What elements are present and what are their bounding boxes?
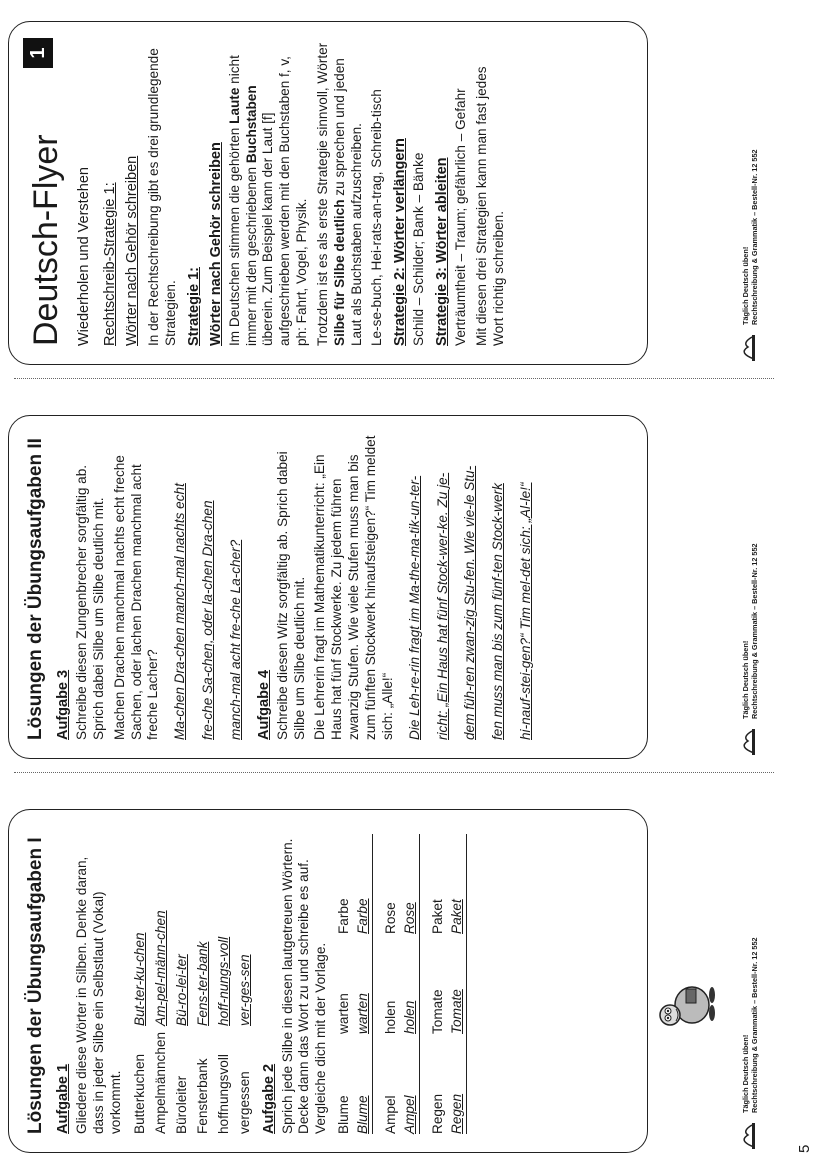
panel-title: Lösungen der Übungsaufgaben II <box>25 438 46 740</box>
prompt-row <box>428 834 447 1134</box>
prompt-word: Ampel <box>383 1095 399 1134</box>
task-heading: Aufgabe 3 <box>55 669 71 740</box>
answer-word: Rose <box>400 834 420 934</box>
solution-line: dem füh-ren zwan-zig Stu-fen. Wie vie-le Stu- <box>462 465 478 740</box>
footer <box>742 25 760 325</box>
prompt-word: warten <box>336 993 352 1034</box>
flyer-panel-solutions-2 <box>0 407 770 767</box>
flyer-panel-cover <box>0 13 770 373</box>
syllable-row <box>171 904 192 1134</box>
prompt-word: Blume <box>336 1095 352 1134</box>
word-group <box>381 834 420 1134</box>
word-syllables: Bü-ro-lei-ter <box>173 954 189 1026</box>
strategy-label: Strategie 1: <box>185 267 202 346</box>
word-syllables: Fens-ter-bank <box>194 941 210 1026</box>
footer-line: Rechtschreibung & Grammatik – Bestell-Nr. 12 552 <box>749 937 759 1113</box>
publisher-logo-icon <box>736 727 758 757</box>
prompt-word: Regen <box>430 1093 446 1134</box>
panel-card <box>8 415 648 759</box>
publisher-logo-icon <box>736 1121 758 1151</box>
word: Ampelmännchen <box>152 1031 168 1134</box>
examples: Schild – Schilder; Bank – Bänke <box>411 152 427 346</box>
answer-word: warten <box>353 934 373 1034</box>
word: Büroleiter <box>173 1075 189 1134</box>
subtitle: Wiederholen und Verstehen <box>76 167 92 346</box>
word: vergessen <box>236 1071 252 1134</box>
prompt-row <box>381 834 400 1134</box>
solution-line: Ma-chen Dra-chen manch-mal nachts echt <box>172 483 188 740</box>
syllable-row <box>129 904 150 1134</box>
answer-row <box>353 834 373 1134</box>
solution-lines <box>401 434 540 740</box>
task-heading: Aufgabe 2 <box>260 1063 277 1134</box>
word: hoffnungsvoll <box>215 1054 231 1134</box>
word: Fensterbank <box>194 1058 210 1134</box>
task-heading: Aufgabe 4 <box>255 669 272 740</box>
fold-line <box>14 772 774 773</box>
strategy-heading: Strategie 2: Wörter verlängern <box>392 138 409 346</box>
flyer-panel-solutions-1 <box>0 801 770 1161</box>
examples: Verträumtheit – Traum; gefährlich – Gefahr <box>453 88 469 346</box>
strategy-heading: Strategie 3: Wörter ableiten <box>434 157 451 346</box>
page-number: 5 <box>796 1144 813 1153</box>
examples: Le-se-buch, Hei-rats-an-trag, Schreib-tisch <box>369 89 385 346</box>
prompt-word: Tomate <box>430 989 446 1034</box>
prompt-word: Paket <box>430 899 446 934</box>
panel-card <box>8 809 648 1153</box>
task-text: Sprich jede Silbe in diesen lautgetreuen Wörtern. Decke dann das Wort zu und schreibe es auf. Vergleiche dich mit der Vorlage. <box>279 838 329 1134</box>
answer-word: Farbe <box>353 834 373 934</box>
word-group <box>334 834 373 1134</box>
solution-line: hi-nauf-stei-gen?“ Tim mel-det sich: „Al-le!“ <box>518 482 534 740</box>
word-syllables: hoff-nungs-voll <box>215 936 231 1026</box>
flyer-title: Deutsch-Flyer <box>27 134 65 346</box>
panel-title: Lösungen der Übungsaufgaben I <box>25 837 46 1134</box>
answer-word: Ampel <box>400 1034 420 1134</box>
footer <box>742 419 760 719</box>
answer-row <box>447 834 467 1134</box>
syllable-row <box>234 904 255 1134</box>
answer-word: Blume <box>353 1034 373 1134</box>
joke-text: Die Lehrerin fragt im Mathematikunterricht: „Ein Haus hat fünf Stockwerke. Zu jedem führen zwanzig Stufen. Wie viele Stufen muss man bis zum fünften Stockwerk hinaufsteigen?“ Tim meldet sich: „Alle!“ <box>312 435 395 740</box>
prompt-word: holen <box>383 1000 399 1034</box>
footer-line: Rechtschreibung & Grammatik – Bestell-Nr. 12 552 <box>749 149 759 325</box>
syllable-table <box>129 904 255 1134</box>
subtitle: Wörter nach Gehör schreiben <box>123 155 140 346</box>
syllable-row <box>192 904 213 1134</box>
solution-line: manch-mal acht fre-che La-cher? <box>227 539 243 740</box>
flyer-number-badge: 1 <box>23 38 53 68</box>
answer-row <box>400 834 420 1134</box>
word: Butterkuchen <box>131 1053 147 1134</box>
closing-text: Mit diesen drei Strategien kann man fast jedes Wort richtig schreiben. <box>473 66 506 346</box>
footer-line: Täglich Deutsch üben! <box>741 640 750 719</box>
solution-line: Die Leh-re-rin fragt im Ma-the-ma-tik-un-ter- <box>406 475 422 740</box>
strategy-heading: Wörter nach Gehör schreiben <box>207 142 224 346</box>
prompt-row <box>334 834 353 1134</box>
footer-line: Täglich Deutsch üben! <box>741 246 750 325</box>
prompt-word: Rose <box>383 902 399 934</box>
word-syllables: ver-ges-sen <box>236 954 252 1026</box>
tongue-twister: Machen Drachen manchmal nachts echt freche Sachen, oder lachen Drachen manchmal acht freche Lacher? <box>111 455 161 740</box>
task-heading: Aufgabe 1 <box>55 1063 71 1134</box>
answer-word: Paket <box>447 834 467 934</box>
word-syllables: Am-pel-männ-chen <box>152 910 168 1026</box>
publisher-logo-icon <box>736 333 758 363</box>
panel-card <box>8 21 648 365</box>
solution-lines <box>166 434 250 740</box>
task-text: Schreibe diesen Witz sorgfältig ab. Sprich dabei Silbe um Silbe deutlich mit. <box>274 451 307 740</box>
word-groups <box>334 828 467 1134</box>
word-syllables: But-ter-ku-chen <box>131 932 147 1026</box>
task-text: Schreibe diesen Zungenbrecher sorgfältig ab. Sprich dabei Silbe um Silbe deutlich mit. <box>74 464 106 740</box>
answer-word: holen <box>400 934 420 1034</box>
solution-line: fen muss man bis zum fünf-ten Stock-werk <box>490 483 506 740</box>
task-text: Gliedere diese Wörter in Silben. Denke daran, dass in jeder Silbe ein Selbstlaut (Vokal) vorkommt. <box>74 856 123 1134</box>
answer-word: Tomate <box>447 934 467 1034</box>
syllable-row <box>213 904 234 1134</box>
strategy-text: Im Deutschen stimmen die gehörten Laute nicht immer mit den geschriebenen Buchstaben überein. Zum Beispiel kann der Laut [f] aufgeschrieben werden mit den Buchstaben f, v, ph: Fahrt, Vogel, Physik. <box>226 55 310 346</box>
footer-line: Rechtschreibung & Grammatik – Bestell-Nr. 12 552 <box>749 543 759 719</box>
answer-word: Regen <box>447 1034 467 1134</box>
footer-line: Täglich Deutsch üben! <box>741 1034 750 1113</box>
intro-text: In der Rechtschreibung gibt es drei grundlegende Strategien. <box>145 48 178 346</box>
fold-line <box>14 378 774 379</box>
solution-line: richt: „Ein Haus hat fünf Stock-wer-ke. Zu je- <box>434 472 450 740</box>
solution-line: fre-che Sa-chen, oder la-chen Dra-chen <box>200 500 216 740</box>
word-group <box>428 834 467 1134</box>
cartoon-figure-icon <box>650 971 720 1041</box>
prompt-word: Farbe <box>336 898 352 934</box>
strategy-text: Trotzdem ist es als erste Strategie sinnvoll, Wörter Silbe für Silbe deutlich zu sprechen und jeden Laut als Buchstaben aufzuschreiben. <box>314 42 364 346</box>
syllable-row <box>150 904 171 1134</box>
footer <box>742 813 760 1113</box>
subtitle: Rechtschreib-Strategie 1: <box>101 182 118 346</box>
